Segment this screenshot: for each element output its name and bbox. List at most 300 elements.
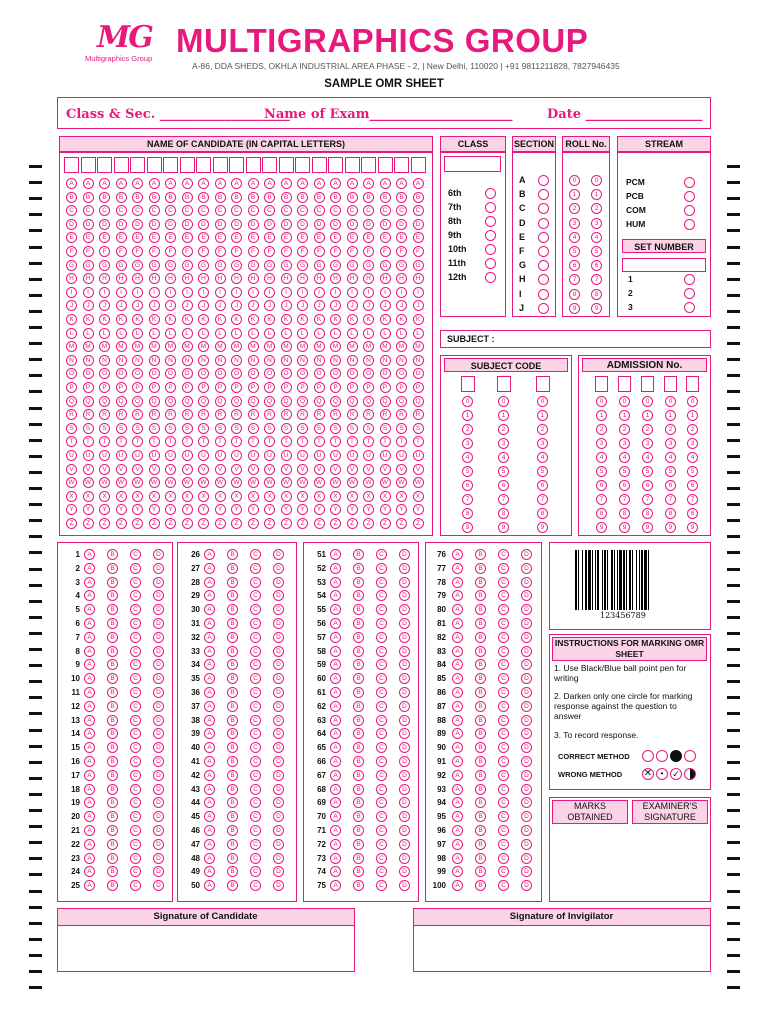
name-bubble[interactable]: E bbox=[99, 232, 110, 243]
name-bubble[interactable]: V bbox=[281, 464, 292, 475]
name-bubble[interactable]: K bbox=[165, 314, 176, 325]
name-bubble[interactable]: M bbox=[297, 341, 308, 352]
name-bubble[interactable]: Z bbox=[413, 518, 424, 529]
answer-bubble[interactable]: B bbox=[227, 632, 238, 643]
name-bubble[interactable]: R bbox=[330, 409, 341, 420]
name-bubble[interactable]: K bbox=[396, 314, 407, 325]
answer-bubble[interactable]: D bbox=[273, 673, 284, 684]
answer-bubble[interactable]: B bbox=[227, 770, 238, 781]
name-bubble[interactable]: Y bbox=[363, 504, 374, 515]
answer-bubble[interactable]: B bbox=[107, 673, 118, 684]
admission-bubble[interactable]: 4 bbox=[665, 452, 676, 463]
name-bubble[interactable]: E bbox=[165, 232, 176, 243]
answer-bubble[interactable]: B bbox=[353, 853, 364, 864]
name-bubble[interactable]: W bbox=[297, 477, 308, 488]
name-bubble[interactable]: B bbox=[132, 192, 143, 203]
name-bubble[interactable]: V bbox=[347, 464, 358, 475]
answer-bubble[interactable]: C bbox=[376, 784, 387, 795]
name-bubble[interactable]: C bbox=[165, 205, 176, 216]
name-bubble[interactable]: Y bbox=[116, 504, 127, 515]
name-bubble[interactable]: G bbox=[347, 260, 358, 271]
answer-bubble[interactable]: A bbox=[452, 604, 463, 615]
answer-bubble[interactable]: C bbox=[498, 756, 509, 767]
answer-bubble[interactable]: A bbox=[84, 604, 95, 615]
answer-bubble[interactable]: D bbox=[521, 784, 532, 795]
answer-bubble[interactable]: D bbox=[273, 659, 284, 670]
answer-bubble[interactable]: C bbox=[250, 797, 261, 808]
admission-bubble[interactable]: 7 bbox=[665, 494, 676, 505]
name-bubble[interactable]: Z bbox=[396, 518, 407, 529]
admission-bubble[interactable]: 1 bbox=[642, 410, 653, 421]
name-bubble[interactable]: D bbox=[314, 219, 325, 230]
answer-bubble[interactable]: C bbox=[250, 770, 261, 781]
answer-bubble[interactable]: D bbox=[153, 756, 164, 767]
answer-bubble[interactable]: C bbox=[376, 715, 387, 726]
name-bubble[interactable]: Y bbox=[182, 504, 193, 515]
name-bubble[interactable]: N bbox=[297, 355, 308, 366]
answer-bubble[interactable]: A bbox=[204, 659, 215, 670]
name-bubble[interactable]: C bbox=[314, 205, 325, 216]
name-bubble[interactable]: A bbox=[116, 178, 127, 189]
answer-bubble[interactable]: C bbox=[250, 853, 261, 864]
name-bubble[interactable]: D bbox=[83, 219, 94, 230]
name-bubble[interactable]: M bbox=[149, 341, 160, 352]
name-bubble[interactable]: Z bbox=[66, 518, 77, 529]
answer-bubble[interactable]: A bbox=[452, 880, 463, 891]
name-bubble[interactable]: N bbox=[182, 355, 193, 366]
name-letter-box[interactable] bbox=[279, 157, 294, 173]
subject-code-bubble[interactable]: 3 bbox=[498, 438, 509, 449]
name-bubble[interactable]: I bbox=[396, 287, 407, 298]
name-bubble[interactable]: S bbox=[264, 423, 275, 434]
name-bubble[interactable]: Z bbox=[215, 518, 226, 529]
answer-bubble[interactable]: C bbox=[376, 604, 387, 615]
answer-bubble[interactable]: C bbox=[498, 770, 509, 781]
name-bubble[interactable]: O bbox=[165, 368, 176, 379]
name-bubble[interactable]: V bbox=[198, 464, 209, 475]
answer-bubble[interactable]: B bbox=[475, 701, 486, 712]
answer-bubble[interactable]: D bbox=[521, 618, 532, 629]
answer-bubble[interactable]: D bbox=[273, 549, 284, 560]
name-bubble[interactable]: A bbox=[165, 178, 176, 189]
answer-bubble[interactable]: C bbox=[130, 853, 141, 864]
name-letter-box[interactable] bbox=[312, 157, 327, 173]
answer-bubble[interactable]: A bbox=[84, 825, 95, 836]
name-bubble[interactable]: W bbox=[413, 477, 424, 488]
answer-bubble[interactable]: A bbox=[330, 646, 341, 657]
answer-bubble[interactable]: B bbox=[353, 604, 364, 615]
answer-bubble[interactable]: C bbox=[130, 673, 141, 684]
subject-field[interactable] bbox=[440, 330, 711, 348]
admission-bubble[interactable]: 4 bbox=[642, 452, 653, 463]
name-bubble[interactable]: X bbox=[297, 491, 308, 502]
invigilator-signature-box[interactable] bbox=[413, 908, 711, 972]
name-bubble[interactable]: X bbox=[149, 491, 160, 502]
answer-bubble[interactable]: C bbox=[130, 825, 141, 836]
name-bubble[interactable]: Q bbox=[198, 396, 209, 407]
subject-code-bubble[interactable]: 7 bbox=[537, 494, 548, 505]
admission-bubble[interactable]: 5 bbox=[619, 466, 630, 477]
answer-bubble[interactable]: B bbox=[107, 742, 118, 753]
name-bubble[interactable]: H bbox=[248, 273, 259, 284]
name-letter-box[interactable] bbox=[213, 157, 228, 173]
name-bubble[interactable]: Q bbox=[116, 396, 127, 407]
name-bubble[interactable]: J bbox=[413, 300, 424, 311]
admission-write-box[interactable] bbox=[618, 376, 631, 392]
answer-bubble[interactable]: B bbox=[227, 715, 238, 726]
admission-bubble[interactable]: 1 bbox=[596, 410, 607, 421]
answer-bubble[interactable]: C bbox=[498, 563, 509, 574]
set-option-bubble[interactable] bbox=[684, 302, 695, 313]
name-bubble[interactable]: L bbox=[363, 328, 374, 339]
name-bubble[interactable]: D bbox=[66, 219, 77, 230]
name-bubble[interactable]: K bbox=[347, 314, 358, 325]
name-bubble[interactable]: N bbox=[66, 355, 77, 366]
answer-bubble[interactable]: D bbox=[521, 825, 532, 836]
admission-bubble[interactable]: 9 bbox=[687, 522, 698, 533]
answer-bubble[interactable]: B bbox=[107, 563, 118, 574]
answer-bubble[interactable]: D bbox=[273, 715, 284, 726]
admission-bubble[interactable]: 0 bbox=[665, 396, 676, 407]
answer-bubble[interactable]: B bbox=[107, 590, 118, 601]
answer-bubble[interactable]: C bbox=[130, 880, 141, 891]
name-bubble[interactable]: Q bbox=[363, 396, 374, 407]
answer-bubble[interactable]: B bbox=[475, 853, 486, 864]
answer-bubble[interactable]: A bbox=[452, 811, 463, 822]
answer-bubble[interactable]: D bbox=[399, 770, 410, 781]
name-bubble[interactable]: C bbox=[215, 205, 226, 216]
name-bubble[interactable]: Y bbox=[314, 504, 325, 515]
answer-bubble[interactable]: C bbox=[498, 687, 509, 698]
name-bubble[interactable]: Z bbox=[116, 518, 127, 529]
name-bubble[interactable]: M bbox=[182, 341, 193, 352]
name-bubble[interactable]: N bbox=[215, 355, 226, 366]
name-bubble[interactable]: S bbox=[83, 423, 94, 434]
admission-bubble[interactable]: 2 bbox=[665, 424, 676, 435]
name-bubble[interactable]: Y bbox=[248, 504, 259, 515]
answer-bubble[interactable]: A bbox=[330, 797, 341, 808]
answer-bubble[interactable]: B bbox=[475, 632, 486, 643]
answer-bubble[interactable]: A bbox=[330, 618, 341, 629]
name-bubble[interactable]: B bbox=[413, 192, 424, 203]
name-bubble[interactable]: U bbox=[248, 450, 259, 461]
answer-bubble[interactable]: D bbox=[273, 604, 284, 615]
name-letter-box[interactable] bbox=[246, 157, 261, 173]
name-bubble[interactable]: M bbox=[363, 341, 374, 352]
admission-bubble[interactable]: 2 bbox=[642, 424, 653, 435]
name-bubble[interactable]: M bbox=[132, 341, 143, 352]
answer-bubble[interactable]: C bbox=[498, 825, 509, 836]
name-bubble[interactable]: X bbox=[116, 491, 127, 502]
name-bubble[interactable]: M bbox=[248, 341, 259, 352]
name-bubble[interactable]: F bbox=[396, 246, 407, 257]
name-bubble[interactable]: J bbox=[380, 300, 391, 311]
answer-bubble[interactable]: C bbox=[250, 866, 261, 877]
answer-bubble[interactable]: D bbox=[399, 880, 410, 891]
answer-bubble[interactable]: B bbox=[107, 784, 118, 795]
name-bubble[interactable]: Y bbox=[83, 504, 94, 515]
answer-bubble[interactable]: D bbox=[273, 632, 284, 643]
answer-bubble[interactable]: C bbox=[130, 563, 141, 574]
admission-bubble[interactable]: 8 bbox=[596, 508, 607, 519]
answer-bubble[interactable]: C bbox=[250, 604, 261, 615]
subject-code-bubble[interactable]: 1 bbox=[498, 410, 509, 421]
name-bubble[interactable]: X bbox=[347, 491, 358, 502]
answer-bubble[interactable]: A bbox=[84, 811, 95, 822]
name-bubble[interactable]: X bbox=[264, 491, 275, 502]
name-bubble[interactable]: E bbox=[198, 232, 209, 243]
answer-bubble[interactable]: C bbox=[250, 632, 261, 643]
name-bubble[interactable]: U bbox=[149, 450, 160, 461]
name-bubble[interactable]: D bbox=[413, 219, 424, 230]
name-bubble[interactable]: Y bbox=[413, 504, 424, 515]
name-bubble[interactable]: D bbox=[149, 219, 160, 230]
answer-bubble[interactable]: C bbox=[498, 866, 509, 877]
name-bubble[interactable]: F bbox=[314, 246, 325, 257]
name-bubble[interactable]: Q bbox=[314, 396, 325, 407]
name-bubble[interactable]: S bbox=[248, 423, 259, 434]
name-bubble[interactable]: B bbox=[182, 192, 193, 203]
section-option-bubble[interactable] bbox=[538, 203, 549, 214]
name-bubble[interactable]: Q bbox=[83, 396, 94, 407]
answer-bubble[interactable]: A bbox=[204, 742, 215, 753]
name-bubble[interactable]: U bbox=[264, 450, 275, 461]
answer-bubble[interactable]: A bbox=[204, 577, 215, 588]
name-bubble[interactable]: W bbox=[380, 477, 391, 488]
answer-bubble[interactable]: D bbox=[521, 549, 532, 560]
answer-bubble[interactable]: B bbox=[475, 618, 486, 629]
answer-bubble[interactable]: B bbox=[227, 797, 238, 808]
name-bubble[interactable]: G bbox=[99, 260, 110, 271]
answer-bubble[interactable]: C bbox=[250, 756, 261, 767]
name-bubble[interactable]: L bbox=[116, 328, 127, 339]
name-bubble[interactable]: U bbox=[347, 450, 358, 461]
name-bubble[interactable]: L bbox=[264, 328, 275, 339]
name-bubble[interactable]: R bbox=[281, 409, 292, 420]
answer-bubble[interactable]: C bbox=[376, 549, 387, 560]
answer-bubble[interactable]: C bbox=[250, 880, 261, 891]
name-bubble[interactable]: H bbox=[380, 273, 391, 284]
name-bubble[interactable]: M bbox=[99, 341, 110, 352]
name-bubble[interactable]: H bbox=[297, 273, 308, 284]
name-bubble[interactable]: S bbox=[132, 423, 143, 434]
name-bubble[interactable]: G bbox=[231, 260, 242, 271]
subject-code-bubble[interactable]: 9 bbox=[537, 522, 548, 533]
admission-bubble[interactable]: 1 bbox=[619, 410, 630, 421]
name-bubble[interactable]: S bbox=[165, 423, 176, 434]
name-bubble[interactable]: X bbox=[396, 491, 407, 502]
name-bubble[interactable]: E bbox=[231, 232, 242, 243]
name-bubble[interactable]: Q bbox=[264, 396, 275, 407]
admission-bubble[interactable]: 0 bbox=[687, 396, 698, 407]
answer-bubble[interactable]: A bbox=[330, 659, 341, 670]
answer-bubble[interactable]: B bbox=[227, 604, 238, 615]
name-bubble[interactable]: J bbox=[231, 300, 242, 311]
name-bubble[interactable]: U bbox=[66, 450, 77, 461]
name-bubble[interactable]: A bbox=[215, 178, 226, 189]
name-bubble[interactable]: W bbox=[83, 477, 94, 488]
name-bubble[interactable]: M bbox=[116, 341, 127, 352]
roll-bubble[interactable]: 7 bbox=[591, 274, 602, 285]
name-bubble[interactable]: W bbox=[248, 477, 259, 488]
answer-bubble[interactable]: B bbox=[475, 728, 486, 739]
name-letter-box[interactable] bbox=[361, 157, 376, 173]
name-bubble[interactable]: U bbox=[116, 450, 127, 461]
name-bubble[interactable]: P bbox=[83, 382, 94, 393]
name-bubble[interactable]: F bbox=[264, 246, 275, 257]
answer-bubble[interactable]: A bbox=[452, 825, 463, 836]
answer-bubble[interactable]: D bbox=[521, 728, 532, 739]
name-bubble[interactable]: Q bbox=[396, 396, 407, 407]
name-bubble[interactable]: I bbox=[314, 287, 325, 298]
answer-bubble[interactable]: D bbox=[153, 839, 164, 850]
answer-bubble[interactable]: B bbox=[475, 673, 486, 684]
name-bubble[interactable]: C bbox=[363, 205, 374, 216]
answer-bubble[interactable]: B bbox=[353, 797, 364, 808]
answer-bubble[interactable]: A bbox=[204, 632, 215, 643]
name-bubble[interactable]: E bbox=[215, 232, 226, 243]
name-bubble[interactable]: N bbox=[380, 355, 391, 366]
name-bubble[interactable]: B bbox=[248, 192, 259, 203]
name-bubble[interactable]: J bbox=[182, 300, 193, 311]
name-bubble[interactable]: L bbox=[347, 328, 358, 339]
section-option-bubble[interactable] bbox=[538, 189, 549, 200]
name-bubble[interactable]: X bbox=[330, 491, 341, 502]
answer-bubble[interactable]: A bbox=[330, 853, 341, 864]
name-bubble[interactable]: J bbox=[83, 300, 94, 311]
name-bubble[interactable]: F bbox=[165, 246, 176, 257]
name-bubble[interactable]: G bbox=[264, 260, 275, 271]
name-bubble[interactable]: E bbox=[264, 232, 275, 243]
answer-bubble[interactable]: A bbox=[84, 659, 95, 670]
name-bubble[interactable]: Q bbox=[380, 396, 391, 407]
name-bubble[interactable]: C bbox=[99, 205, 110, 216]
name-bubble[interactable]: D bbox=[132, 219, 143, 230]
answer-bubble[interactable]: A bbox=[84, 646, 95, 657]
name-bubble[interactable]: M bbox=[413, 341, 424, 352]
name-bubble[interactable]: K bbox=[264, 314, 275, 325]
name-bubble[interactable]: T bbox=[314, 436, 325, 447]
name-bubble[interactable]: H bbox=[215, 273, 226, 284]
name-bubble[interactable]: N bbox=[198, 355, 209, 366]
name-bubble[interactable]: J bbox=[297, 300, 308, 311]
name-bubble[interactable]: L bbox=[83, 328, 94, 339]
name-bubble[interactable]: C bbox=[231, 205, 242, 216]
admission-bubble[interactable]: 0 bbox=[619, 396, 630, 407]
name-bubble[interactable]: Y bbox=[99, 504, 110, 515]
answer-bubble[interactable]: C bbox=[376, 797, 387, 808]
name-bubble[interactable]: S bbox=[380, 423, 391, 434]
class-option-bubble[interactable] bbox=[485, 244, 496, 255]
answer-bubble[interactable]: B bbox=[107, 825, 118, 836]
admission-bubble[interactable]: 9 bbox=[665, 522, 676, 533]
answer-bubble[interactable]: C bbox=[250, 742, 261, 753]
name-bubble[interactable]: V bbox=[66, 464, 77, 475]
name-bubble[interactable]: W bbox=[66, 477, 77, 488]
name-bubble[interactable]: W bbox=[363, 477, 374, 488]
name-bubble[interactable]: L bbox=[231, 328, 242, 339]
answer-bubble[interactable]: B bbox=[475, 784, 486, 795]
set-option-bubble[interactable] bbox=[684, 274, 695, 285]
name-bubble[interactable]: K bbox=[330, 314, 341, 325]
name-bubble[interactable]: Z bbox=[314, 518, 325, 529]
name-bubble[interactable]: T bbox=[165, 436, 176, 447]
answer-bubble[interactable]: B bbox=[227, 728, 238, 739]
answer-bubble[interactable]: D bbox=[521, 797, 532, 808]
section-option-bubble[interactable] bbox=[538, 260, 549, 271]
name-bubble[interactable]: D bbox=[264, 219, 275, 230]
name-bubble[interactable]: R bbox=[347, 409, 358, 420]
answer-bubble[interactable]: B bbox=[475, 659, 486, 670]
answer-bubble[interactable]: A bbox=[330, 701, 341, 712]
answer-bubble[interactable]: C bbox=[130, 604, 141, 615]
name-bubble[interactable]: I bbox=[165, 287, 176, 298]
answer-bubble[interactable]: B bbox=[227, 549, 238, 560]
name-bubble[interactable]: K bbox=[215, 314, 226, 325]
admission-bubble[interactable]: 6 bbox=[687, 480, 698, 491]
answer-bubble[interactable]: A bbox=[84, 673, 95, 684]
answer-bubble[interactable]: D bbox=[399, 549, 410, 560]
answer-bubble[interactable]: B bbox=[107, 659, 118, 670]
answer-bubble[interactable]: A bbox=[204, 728, 215, 739]
answer-bubble[interactable]: B bbox=[475, 756, 486, 767]
name-bubble[interactable]: Y bbox=[347, 504, 358, 515]
answer-bubble[interactable]: A bbox=[330, 632, 341, 643]
set-option-bubble[interactable] bbox=[684, 288, 695, 299]
name-bubble[interactable]: I bbox=[413, 287, 424, 298]
name-bubble[interactable]: G bbox=[396, 260, 407, 271]
answer-bubble[interactable]: C bbox=[130, 687, 141, 698]
answer-bubble[interactable]: C bbox=[250, 715, 261, 726]
name-bubble[interactable]: E bbox=[116, 232, 127, 243]
name-bubble[interactable]: E bbox=[314, 232, 325, 243]
answer-bubble[interactable]: D bbox=[399, 577, 410, 588]
answer-bubble[interactable]: D bbox=[273, 853, 284, 864]
answer-bubble[interactable]: B bbox=[107, 728, 118, 739]
answer-bubble[interactable]: D bbox=[153, 880, 164, 891]
admission-bubble[interactable]: 6 bbox=[642, 480, 653, 491]
answer-bubble[interactable]: C bbox=[376, 866, 387, 877]
answer-bubble[interactable]: D bbox=[273, 811, 284, 822]
name-bubble[interactable]: B bbox=[281, 192, 292, 203]
name-bubble[interactable]: R bbox=[66, 409, 77, 420]
name-bubble[interactable]: O bbox=[215, 368, 226, 379]
name-bubble[interactable]: J bbox=[66, 300, 77, 311]
name-letter-box[interactable] bbox=[81, 157, 96, 173]
name-bubble[interactable]: I bbox=[330, 287, 341, 298]
name-bubble[interactable]: C bbox=[380, 205, 391, 216]
name-bubble[interactable]: Y bbox=[215, 504, 226, 515]
answer-bubble[interactable]: A bbox=[204, 701, 215, 712]
name-bubble[interactable]: X bbox=[380, 491, 391, 502]
name-bubble[interactable]: W bbox=[264, 477, 275, 488]
name-bubble[interactable]: W bbox=[347, 477, 358, 488]
name-bubble[interactable]: J bbox=[215, 300, 226, 311]
answer-bubble[interactable]: D bbox=[521, 563, 532, 574]
name-bubble[interactable]: S bbox=[413, 423, 424, 434]
name-bubble[interactable]: V bbox=[264, 464, 275, 475]
answer-bubble[interactable]: B bbox=[227, 618, 238, 629]
answer-bubble[interactable]: D bbox=[521, 687, 532, 698]
name-bubble[interactable]: G bbox=[215, 260, 226, 271]
answer-bubble[interactable]: C bbox=[498, 715, 509, 726]
answer-bubble[interactable]: C bbox=[498, 604, 509, 615]
name-bubble[interactable]: J bbox=[99, 300, 110, 311]
roll-bubble[interactable]: 1 bbox=[591, 189, 602, 200]
answer-bubble[interactable]: A bbox=[330, 770, 341, 781]
name-bubble[interactable]: E bbox=[149, 232, 160, 243]
name-bubble[interactable]: P bbox=[314, 382, 325, 393]
